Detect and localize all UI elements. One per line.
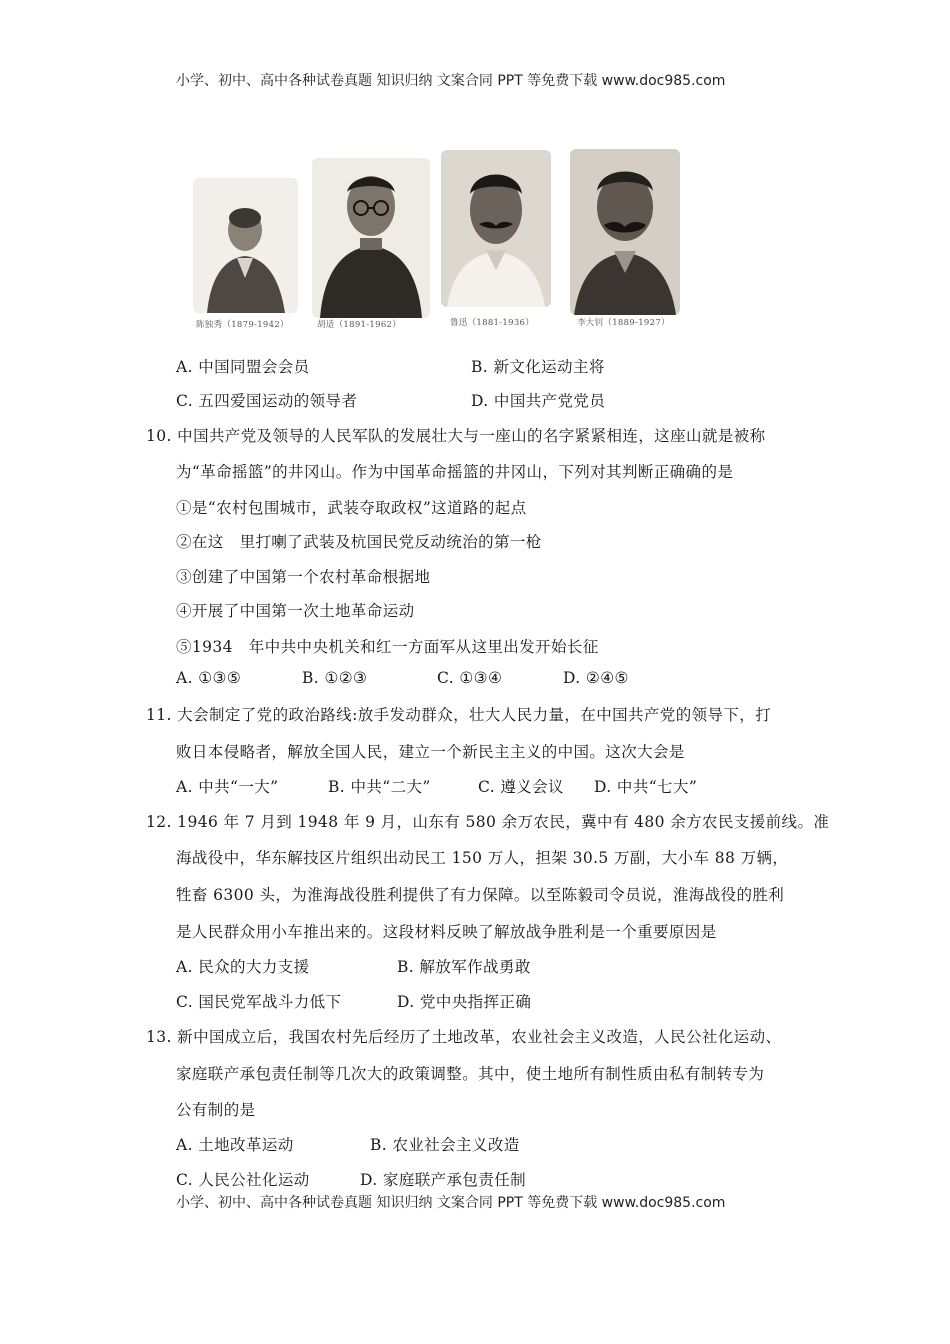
q13-option-c: C. 人民公社化运动	[176, 1171, 310, 1189]
page-header: 小学、初中、高中各种试卷真题 知识归纳 文案合同 PPT 等免费下载 www.doc985.com	[176, 73, 726, 89]
portrait-chen-duxiu	[193, 178, 298, 313]
q11-option-a: A. 中共“一大”	[176, 778, 279, 796]
q13-option-d: D. 家庭联产承包责任制	[360, 1171, 527, 1189]
q9-option-d: D. 中国共产党党员	[471, 392, 606, 410]
q12-option-d: D. 党中央指挥正确	[397, 993, 532, 1011]
q11-option-d: D. 中共“七大”	[594, 778, 698, 796]
q9-option-a: A. 中国同盟会会员	[176, 358, 310, 376]
q10-option-c: C. ①③④	[437, 669, 503, 687]
q11-option-b: B. 中共“二大”	[328, 778, 431, 796]
portrait-caption-hu-shi: 胡适（1891-1962）	[317, 320, 402, 330]
q9-option-c: C. 五四爱国运动的领导者	[176, 392, 358, 410]
q10-option-d: D. ②④⑤	[563, 669, 629, 687]
q13-option-b: B. 农业社会主义改造	[370, 1136, 520, 1154]
q12-stem-line2: 海战役中，华东解技区片组织出动民工 150 万人，担架 30.5 万副，大小车 88 万辆，	[176, 849, 789, 867]
q10-item-3: ③创建了中国第一个农村革命根据地	[176, 568, 431, 586]
q9-option-b: B. 新文化运动主将	[471, 358, 605, 376]
q11-stem-line2: 败日本侵略者，解放全国人民，建立一个新民主主义的中国。这次大会是	[176, 743, 685, 761]
portrait-caption-lu-xun: 鲁迅（1881-1936）	[450, 318, 535, 328]
q10-item-4: ④开展了中国第一次土地革命运动	[176, 602, 415, 620]
q12-option-b: B. 解放军作战勇敢	[397, 958, 531, 976]
q12-stem-line3: 牲畜 6300 头，为淮海战役胜利提供了有力保障。以至陈毅司令员说，淮海战役的胜利	[176, 886, 785, 904]
portrait-hu-shi	[312, 158, 430, 318]
q10-stem-line1: 10. 中国共产党及领导的人民军队的发展壮大与一座山的名字紧紧相连，这座山就是被称	[146, 427, 766, 445]
q13-option-a: A. 土地改革运动	[176, 1136, 294, 1154]
q13-stem-line2: 家庭联产承包责任制等几次大的政策调整。其中，使土地所有制性质由私有制转专为	[176, 1065, 765, 1083]
q13-stem-line3: 公有制的是	[176, 1101, 256, 1119]
q12-stem-line1: 12. 1946 年 7 月到 1948 年 9 月，山东有 580 余万农民，冀中有 480 余方农民支援前线。准	[146, 813, 830, 831]
q12-stem-line4: 是人民群众用小车推出来的。这段材料反映了解放战争胜利是一个重要原因是	[176, 923, 717, 941]
q10-option-a: A. ①③⑤	[176, 669, 242, 687]
q12-option-c: C. 国民党军战斗力低下	[176, 993, 342, 1011]
portrait-lu-xun	[441, 150, 551, 307]
q12-option-a: A. 民众的大力支援	[176, 958, 310, 976]
q13-stem-line1: 13. 新中国成立后，我国农村先后经历了土地改革，农业社会主义改造，人民公社化运动、	[146, 1028, 782, 1046]
portrait-caption-chen-duxiu: 陈独秀（1879-1942）	[196, 320, 289, 330]
q10-item-2: ②在这 里打喇了武装及杭国民党反动统治的第一枪	[176, 533, 542, 551]
portrait-li-dazhao	[570, 149, 680, 315]
q11-stem-line1: 11. 大会制定了党的政治路线:放手发动群众，壮大人民力量，在中国共产党的领导下，打	[146, 706, 772, 724]
portrait-caption-li-dazhao: 李大钊（1889-1927）	[577, 318, 670, 328]
q10-stem-line2: 为“革命摇篮”的井冈山。作为中国革命摇篮的井冈山，下列对其判断正确确的是	[176, 463, 734, 481]
q11-option-c: C. 遵义会议	[478, 778, 564, 796]
q10-option-b: B. ①②③	[302, 669, 368, 687]
q10-item-1: ①是“农村包围城市，武装夺取政权”这道路的起点	[176, 499, 527, 517]
page-footer: 小学、初中、高中各种试卷真题 知识归纳 文案合同 PPT 等免费下载 www.doc985.com	[176, 1195, 726, 1211]
q10-item-5: ⑤1934 年中共中央机关和红一方面军从这里出发开始长征	[176, 638, 599, 656]
